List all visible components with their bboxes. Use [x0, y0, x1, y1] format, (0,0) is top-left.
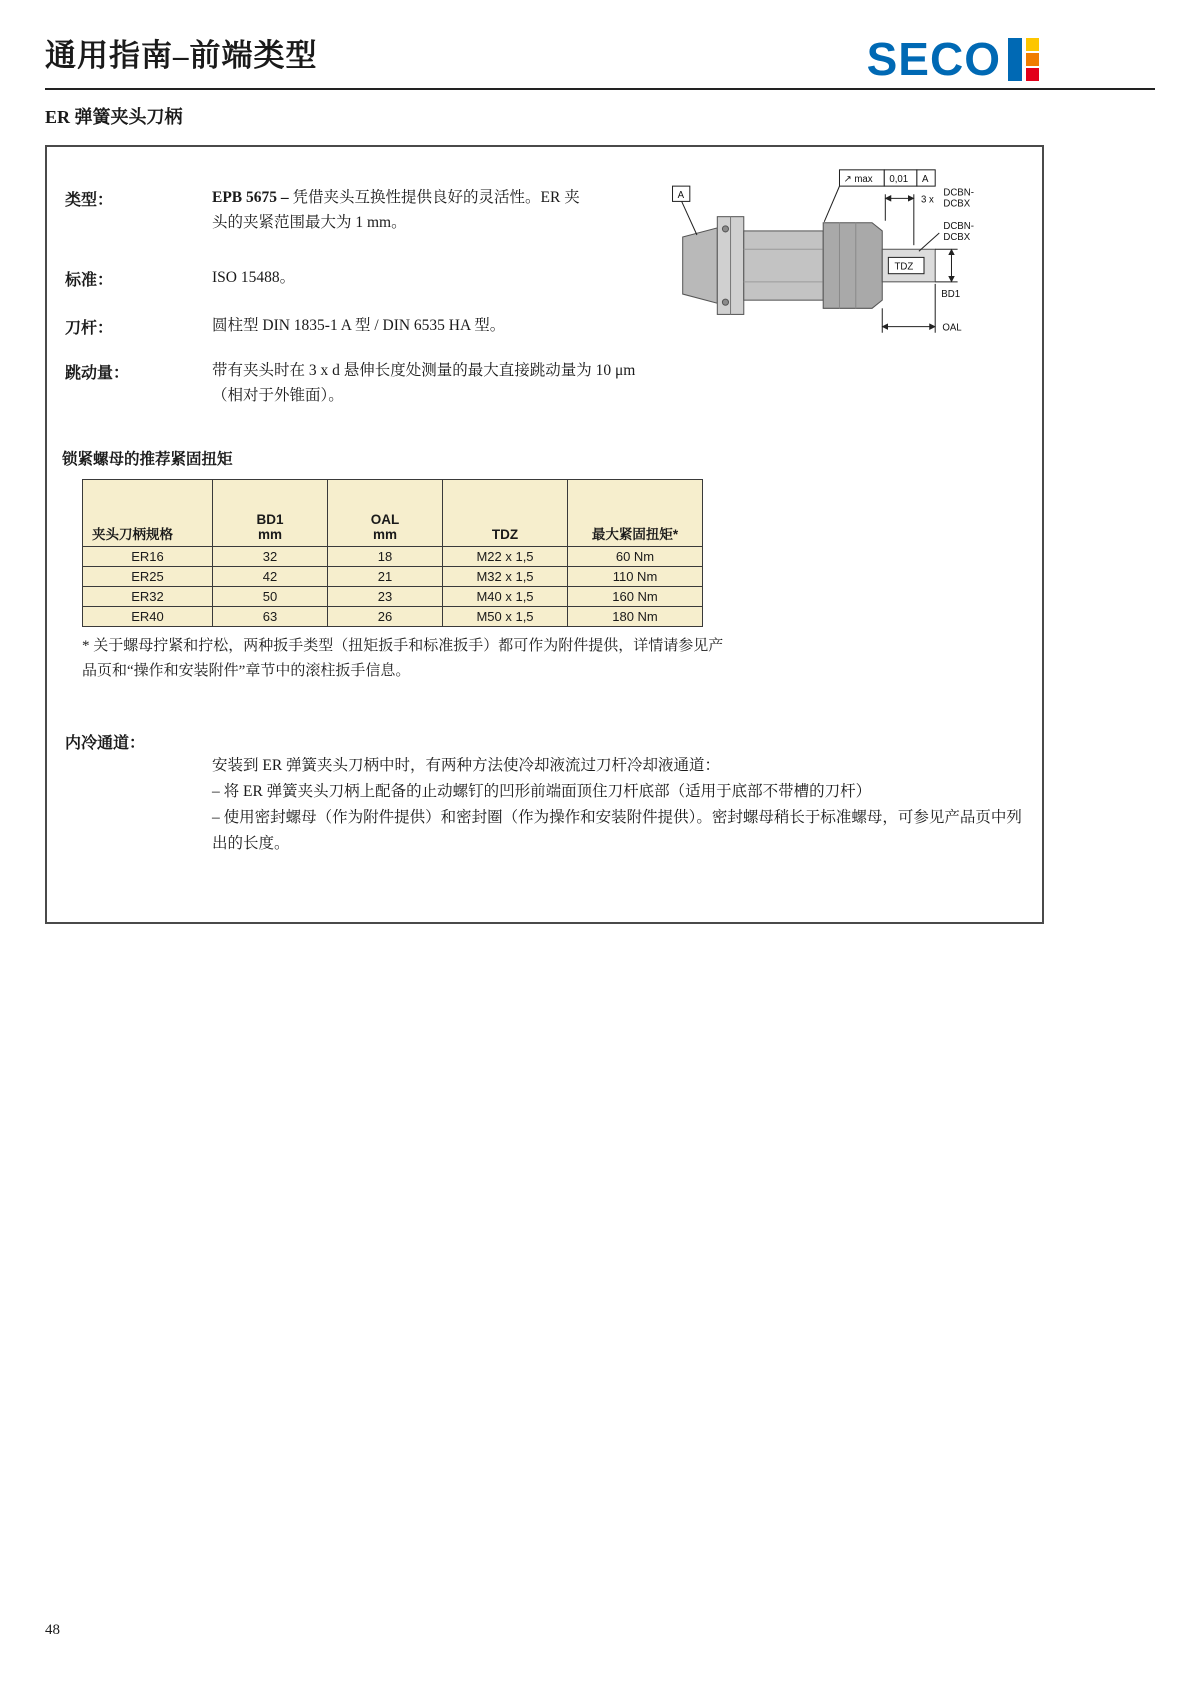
oal-label: OAL [942, 322, 962, 334]
coolant-section-body [212, 753, 1030, 857]
cell-oal: 23 [328, 587, 443, 607]
logo-orange-square [1026, 53, 1039, 66]
table-row [83, 587, 703, 607]
spec-value-type [212, 185, 584, 235]
spec-label-standard: 标准： [65, 272, 114, 289]
runout-tolerance-frame [824, 170, 935, 222]
coolant-item-1: – 将 ER 弹簧夹头刀柄上配备的止动螺钉的凹形前端面顶住刀杆底部（适用于底部不带槽的刀杆） [212, 783, 872, 800]
logo-red-square [1026, 68, 1039, 81]
spec-label-type: 类型： [65, 192, 114, 209]
dim-clamping-range-2 [919, 221, 974, 251]
cell-oal: 21 [328, 567, 443, 587]
tool-holder-diagram [644, 163, 1036, 363]
runout-symbol-label: ↗ max [843, 174, 873, 186]
count-label: 3 x [920, 194, 934, 206]
cell-spec: ER16 [83, 547, 213, 567]
spec-label-runout: 跳动量： [65, 365, 130, 382]
spec-value-standard: ISO 15488。 [212, 269, 296, 286]
range1-line2: DCBX [943, 198, 971, 210]
page-title: 通用指南–前端类型 [45, 38, 318, 73]
cell-spec: ER40 [83, 607, 213, 627]
page-number: 48 [45, 1622, 60, 1638]
logo-yellow-square [1026, 38, 1039, 51]
datum-a-callout [673, 186, 697, 235]
runout-datum: A [921, 174, 929, 186]
seco-logo-mark-icon [1008, 38, 1040, 81]
cell-tdz: M50 x 1,5 [443, 607, 568, 627]
cell-bd1: 32 [213, 547, 328, 567]
header-divider [45, 88, 1155, 90]
seco-logo [866, 33, 1040, 85]
range2-line2: DCBX [943, 232, 971, 244]
tdz-callout [888, 257, 924, 273]
range1-line1: DCBN- [943, 187, 974, 199]
cell-tdz: M40 x 1,5 [443, 587, 568, 607]
cell-bd1: 50 [213, 587, 328, 607]
datum-a-label: A [677, 189, 685, 201]
coolant-section-label: 内冷通道： [65, 735, 146, 752]
bd1-label: BD1 [941, 289, 961, 301]
cell-bd1: 63 [213, 607, 328, 627]
table-row [83, 567, 703, 587]
col-header-tdz: TDZ [443, 480, 568, 547]
content-box [45, 145, 1044, 924]
col-header-bd1: BD1 mm [213, 480, 328, 547]
cell-tdz: M22 x 1,5 [443, 547, 568, 567]
cell-torque: 160 Nm [568, 587, 703, 607]
logo-blue-bar [1008, 38, 1022, 81]
seco-logo-text: SECO [866, 33, 1001, 85]
cell-tdz: M32 x 1,5 [443, 567, 568, 587]
cell-torque: 60 Nm [568, 547, 703, 567]
spec-label-shank: 刀杆： [65, 320, 114, 337]
runout-value: 0,01 [889, 174, 909, 186]
coolant-item-2: – 使用密封螺母（作为附件提供）和密封圈（作为操作和安装附件提供）。密封螺母稍长于标准螺母，可参见产品页中列出的长度。 [212, 809, 1022, 852]
cell-oal: 26 [328, 607, 443, 627]
cell-torque: 180 Nm [568, 607, 703, 627]
cell-oal: 18 [328, 547, 443, 567]
cell-torque: 110 Nm [568, 567, 703, 587]
torque-table-header-row [83, 480, 703, 547]
table-footnote: * 关于螺母拧紧和拧松，两种扳手类型（扭矩扳手和标准扳手）都可作为附件提供，详情请参见产品页和“操作和安装附件”章节中的滚柱扳手信息。 [82, 638, 724, 679]
spec-value-shank: 圆柱型 DIN 1835-1 A 型 / DIN 6535 HA 型。 [212, 317, 506, 334]
spec-value-type-text: 凭借夹头互换性提供良好的灵活性。ER 夹头的夹紧范围最大为 1 mm。 [212, 189, 580, 231]
coolant-intro: 安装到 ER 弹簧夹头刀柄中时，有两种方法使冷却液流过刀杆冷却液通道： [212, 757, 721, 774]
col-header-oal: OAL mm [328, 480, 443, 547]
spec-value-runout: 带有夹头时在 3 x d 悬伸长度处测量的最大直接跳动量为 10 μm（相对于外锥面）。 [212, 362, 636, 404]
section-title: ER 弹簧夹头刀柄 [45, 107, 183, 127]
dim-bd1 [935, 249, 960, 300]
cell-spec: ER25 [83, 567, 213, 587]
cell-spec: ER32 [83, 587, 213, 607]
table-row [83, 547, 703, 567]
col-header-torque: 最大紧固扭矩* [568, 480, 703, 547]
cell-bd1: 42 [213, 567, 328, 587]
col-header-spec: 夹头刀柄规格 [83, 480, 213, 547]
torque-table-title: 锁紧螺母的推荐紧固扭矩 [62, 451, 233, 468]
tdz-label: TDZ [894, 261, 914, 273]
spec-value-type-model: EPB 5675 – [212, 189, 289, 206]
range2-line1: DCBN- [943, 220, 974, 232]
table-row [83, 607, 703, 627]
torque-table [82, 479, 703, 627]
